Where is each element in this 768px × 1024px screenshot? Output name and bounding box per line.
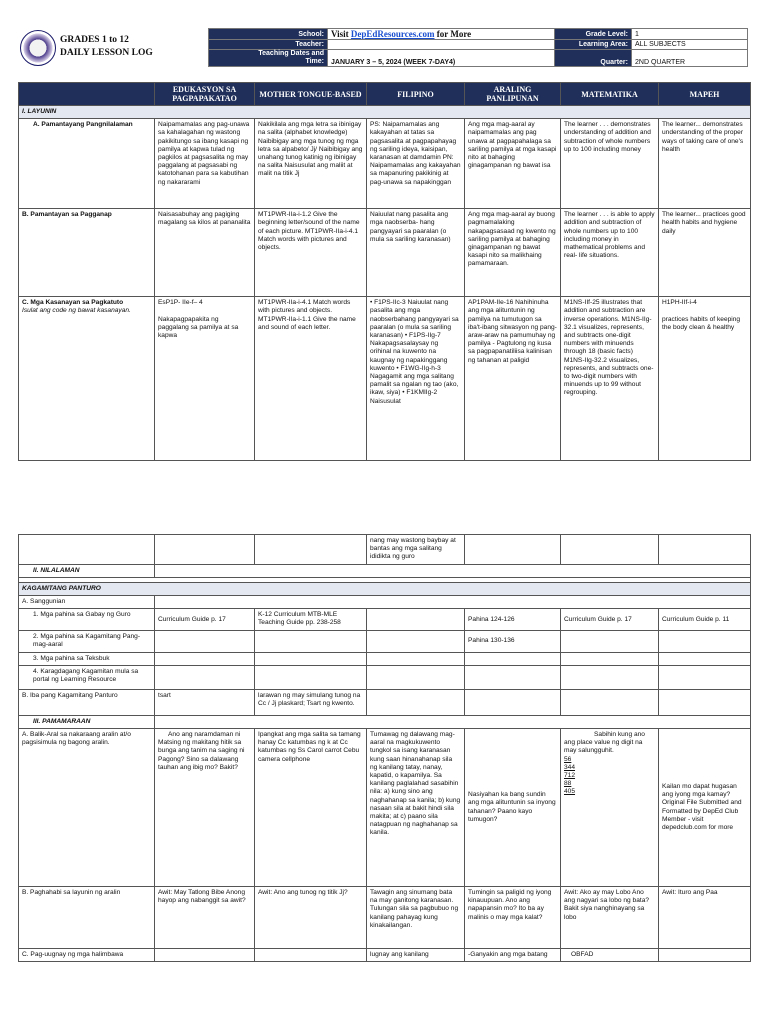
cell-a-mtb: Nakikilala ang mga letra sa ibinigay na salita (alphabet knowledge) Naibibigay ang mga tunog ng mga letra sa alpabeto/ Jj/ Naibibigay ang unahang tunog katinig ng ibinigay na salita Naisusulat ang maliit at malit na titik Jj	[255, 119, 367, 209]
section-pamamaraan: III. PAMAMARAAN	[19, 715, 155, 728]
pag-uugnay-math: OBFAD	[561, 949, 659, 962]
iba-ap	[465, 689, 561, 715]
ref-lr-label: 4. Karagdagang Kagamitan mula sa portal ng Learning Resource	[19, 665, 155, 689]
empty-cell	[465, 652, 561, 665]
title-line-1: GRADES 1 to 12	[60, 35, 129, 45]
ref-gabay-filipino	[367, 609, 465, 631]
col-header-ap: ARALING PANLIPUNAN	[465, 83, 561, 106]
cell-c-mapeh: H1PH-IIf-i-4 practices habits of keeping the body clean & healthy	[659, 297, 751, 461]
balik-aral-esp: Ano ang naramdaman ni Matsing ng makitang hitik sa bunga ang tanim na saging ni Pagong? Sino sa dalawang tauhan ang ibig mo? Bakit?	[155, 729, 255, 887]
cont-label	[19, 535, 155, 565]
ref-gabay-mtb: K-12 Curriculum MTB-MLE Teaching Guide pp. 238-258	[255, 609, 367, 631]
cell-c-math: M1NS-IIf-25 illustrates that addition and subtraction are inverse operations. M1NS-IIg-32.1 visualizes, represents, and subtracts one-digit numbers with minuends through 18 (basic facts) M1NS-IIg-32.2 visualizes, represents, and subtracts one- to two-digit numbers with minuends up to 99 without regrouping.	[561, 297, 659, 461]
iba-filipino	[367, 689, 465, 715]
ref-kagamitan-mtb	[255, 631, 367, 652]
ref-kagamitan-label: 2. Mga pahina sa Kagamitang Pang-mag-aaral	[19, 631, 155, 652]
cont-esp	[155, 535, 255, 565]
empty-cell	[659, 652, 751, 665]
ref-gabay-mapeh: Curriculum Guide p. 11	[659, 609, 751, 631]
balik-aral-filipino: Tumawag ng dalawang mag-aaral na magkukuwento tungkol sa isang karanasan kung saan hinanahanap sila ng kanilang tatay, nanay, kapatid, o kapamilya. Sa kanilang paglalahad sasabihin nila: a) kung sino ang naghahanap sa kanila; b) kung nasaan sila at bakit hindi sila makita; at c) paano sila natagpuan ng naghahanap sa kanila.	[367, 729, 465, 887]
cell-a-math: The learner . . . demonstrates understanding of addition and subtraction of whole numbers up to 100 including money	[561, 119, 659, 209]
content-procedure-table	[18, 534, 751, 962]
col-header-filipino: FILIPINO	[367, 83, 465, 106]
grade-label: Grade Level:	[555, 29, 632, 40]
cell-b-mapeh: The learner... practices good health habits and hygiene daily	[659, 209, 751, 297]
cont-math	[561, 535, 659, 565]
cont-mapeh	[659, 535, 751, 565]
pag-uugnay-mtb	[255, 949, 367, 962]
sanggunian-label: A. Sanggunian	[19, 596, 155, 609]
sanggunian-value	[155, 596, 751, 609]
balik-aral-label: A. Balik-Aral sa nakaraang aralin at/o pagsisimula ng bagong aralin.	[19, 729, 155, 887]
dates-label	[209, 50, 328, 67]
balik-aral-mtb: Ipangkat ang mga salita sa tamang hanay Cc katumbas ng k at Cc katumbas ng Ss Carol carrot Cebu camera cellphone	[255, 729, 367, 887]
row-label-pamantayang-pangnilalaman: A. Pamantayang Pangnilalaman	[19, 119, 155, 209]
cell-c-mtb: MT1PWR-IIa-i-4.1 Match words with pictures and objects. MT1PWR-IIa-i-1.1 Give the name and sound of each letter.	[255, 297, 367, 461]
ref-kagamitan-math	[561, 631, 659, 652]
row-label-kasanayan	[19, 297, 155, 461]
math-item: 56	[564, 755, 572, 763]
ref-teksbuk-label: 3. Mga pahina sa Teksbuk	[19, 652, 155, 665]
school-prefix: Visit	[331, 29, 351, 39]
teacher-label: Teacher:	[209, 40, 328, 50]
time-label-line: Time:	[305, 58, 324, 65]
pag-uugnay-ap: -Ganyakin ang mga batang	[465, 949, 561, 962]
cell-b-mtb: MT1PWR-IIa-i-1.2 Give the beginning letter/sound of the name of each picture. MT1PWR-IIa-i-4.1 Match words with pictures and objects.	[255, 209, 367, 297]
balik-aral-math	[561, 729, 659, 887]
cell-b-esp: Naisasabuhay ang pagiging magalang sa kilos at pananalita	[155, 209, 255, 297]
empty-cell	[561, 652, 659, 665]
math-item: 88	[564, 780, 572, 788]
title-line-2: DAILY LESSON LOG	[60, 48, 153, 58]
dates-value: JANUARY 3 – 5, 2024 (WEEK 7-DAY4)	[328, 50, 555, 67]
balik-aral-ap: Nasiyahan ka bang sundin ang mga alituntunin sa inyong tahanan? Paano kayo tumugon?	[465, 729, 561, 887]
iba-mapeh	[659, 689, 751, 715]
ref-kagamitan-esp	[155, 631, 255, 652]
paghahabi-esp: Awit: May Tatlong Bibe Anong hayop ang nabanggit sa awit?	[155, 887, 255, 949]
cell-c-esp: EsP1P- IIe-f– 4 Nakapagpapakita ng paggalang sa pamilya at sa kapwa	[155, 297, 255, 461]
math-item: 712	[564, 772, 576, 780]
empty-cell	[367, 652, 465, 665]
cell-a-filipino: PS: Naipamamalas ang kakayahan at tatas sa pagsasalita at pagpapahayag ng sariling ideya, kaisipan, karanasan at damdamin PN: Naipamamalas ang kakayahan sa mapanuring pakikinig at pag-unawa sa napakinggan	[367, 119, 465, 209]
empty-cell	[659, 665, 751, 689]
grade-value: 1	[632, 29, 748, 40]
col-header-esp: EDUKASYON SA PAGPAPAKATAO	[155, 83, 255, 106]
ref-gabay-math: Curriculum Guide p. 17	[561, 609, 659, 631]
cont-ap	[465, 535, 561, 565]
ref-kagamitan-filipino	[367, 631, 465, 652]
kasanayan-title: C. Mga Kasanayan sa Pagkatuto	[22, 299, 124, 307]
cell-b-ap: Ang mga mag-aaral ay buong pagmamalaking nakapagsasaad ng kwento ng sariling pamilya at bahaging ginagampanan ng bawat kasapi nito sa malikhaing pamamaraan.	[465, 209, 561, 297]
empty-cell	[465, 665, 561, 689]
pag-uugnay-mapeh	[659, 949, 751, 962]
quarter-value: 2ND QUARTER	[632, 50, 748, 67]
cell-a-esp: Naipamamalas ang pag-unawa sa kahalagahan ng wastong pakikitungo sa ibang kasapi ng pamilya at kapwa tulad ng pagkilos at pagsasalita ng may paggalang at pagsasabi ng katotohanan para sa kabutihan ng nakararami	[155, 119, 255, 209]
col-header-mtb: MOTHER TONGUE-BASED	[255, 83, 367, 106]
pamamaraan-value	[155, 715, 751, 728]
col-header-mapeh: MAPEH	[659, 83, 751, 106]
paghahabi-mapeh: Awit: Ituro ang Paa	[659, 887, 751, 949]
teacher-value	[328, 40, 555, 50]
kasanayan-note: Isulat ang code ng bawat kasanayan.	[22, 307, 131, 315]
section-kagamitan: KAGAMITANG PANTURO	[19, 582, 751, 595]
cell-b-filipino: Naiuulat nang pasalita ang mga naobserba- hang pangyayari sa paaralan (o mula sa sariling karanasan)	[367, 209, 465, 297]
pag-uugnay-esp	[155, 949, 255, 962]
paghahabi-ap: Tumingin sa paligid ng iyong kinauupuan. Ano ang napapansin mo? Ito ba ay malinis o may mga kalat?	[465, 887, 561, 949]
empty-cell	[561, 665, 659, 689]
cont-mtb	[255, 535, 367, 565]
cont-filipino: nang may wastong baybay at bantas ang mga salitang ididikta ng guro	[367, 535, 465, 565]
empty-cell	[155, 665, 255, 689]
objectives-table	[18, 82, 751, 461]
empty-cell	[255, 652, 367, 665]
cell-a-mapeh: The learner... demonstrates understanding of the proper ways of taking care of one's health	[659, 119, 751, 209]
ref-kagamitan-ap: Pahina 130-136	[465, 631, 561, 652]
math-instruction: Sabihin kung ano ang place value ng digit na may salungguhit.	[564, 731, 645, 755]
iba-esp: tsart	[155, 689, 255, 715]
ref-gabay-ap: Pahina 124-126	[465, 609, 561, 631]
paghahabi-math: Awit: Ako ay may Lobo Ano ang nagyari sa lobo ng bata? Bakit siya nanghinayang sa lobo	[561, 887, 659, 949]
balik-aral-mapeh: Kailan mo dapat hugasan ang iyong mga kamay? Original File Submitted and Formatted by DepEd Club Member - visit depedclub.com for more	[659, 729, 751, 887]
iba-mtb: larawan ng may simulang tunog na Cc / Jj plaskard; Tsart ng kwento.	[255, 689, 367, 715]
area-label: Learning Area:	[555, 40, 632, 50]
document-title	[60, 34, 153, 60]
quarter-label: Quarter:	[555, 50, 632, 67]
cell-c-ap: AP1PAM-IIe-16 Nahihinuha ang mga alituntunin ng pamilya na tumutugon sa iba't-ibang sitwasyon ng pang-araw-araw na pamumuhay ng pamilya - Pagtulong ng kusa sa pagpapanatiliisa kalinisan ng tahanan at paligid	[465, 297, 561, 461]
cell-b-math: The learner . . . is able to apply addition and subtraction of whole numbers up to 100 including money in mathematical problems and real- life situations.	[561, 209, 659, 297]
header-meta-table	[208, 28, 748, 67]
ref-kagamitan-mapeh	[659, 631, 751, 652]
school-value	[328, 29, 555, 40]
section-nilalaman: II. NILALAMAN	[19, 564, 155, 577]
school-label: School:	[209, 29, 328, 40]
pag-uugnay-filipino: lugnay ang kanilang	[367, 949, 465, 962]
row-label-pamantayan-sa-pagganap: B. Pamantayan sa Pagganap	[19, 209, 155, 297]
iba-pang-kagamitan-label: B. Iba pang Kagamitang Panturo	[19, 689, 155, 715]
col-header-math: MATEMATIKA	[561, 83, 659, 106]
area-value: ALL SUBJECTS	[632, 40, 748, 50]
dates-label-line: Teaching Dates and	[258, 50, 324, 57]
corner-cell	[19, 83, 155, 106]
cell-c-filipino: • F1PS-IIc-3 Naiuulat nang pasalita ang mga naobserbahang pangyayari sa paaralan (o mula sa sariling karanasan) • F1PS-IIg-7 Nakapagsasalaysay ng orihinal na kuwento na kaugnay ng napakinggang kuwento • F1WG-IIg-h-3 Nagagamit ang mga salitang pamalit sa ngalan ng tao (ako, ikaw, siya) • F1KMIIg-2 Naisusulat	[367, 297, 465, 461]
iba-math	[561, 689, 659, 715]
pag-uugnay-label: C. Pag-uugnay ng mga halimbawa	[19, 949, 155, 962]
header	[18, 28, 750, 70]
empty-cell	[155, 652, 255, 665]
school-link[interactable]: DepEdResources.com	[350, 29, 435, 39]
ref-gabay-esp: Curriculum Guide p. 17	[155, 609, 255, 631]
section-layunin: I. LAYUNIN	[19, 106, 751, 119]
paghahabi-mtb: Awit: Ano ang tunog ng titik Jj?	[255, 887, 367, 949]
empty-cell	[367, 665, 465, 689]
math-item: 405	[564, 788, 576, 796]
ref-gabay-label: 1. Mga pahina sa Gabay ng Guro	[19, 609, 155, 631]
empty-cell	[255, 665, 367, 689]
paghahabi-label: B. Paghahabi sa layunin ng aralin	[19, 887, 155, 949]
nilalaman-value	[155, 564, 751, 577]
school-suffix: for More	[434, 29, 472, 39]
math-item: 344	[564, 763, 576, 771]
deped-seal-icon	[20, 30, 56, 66]
paghahabi-filipino: Tawagin ang sinumang bata na may ganitong karanasan. Tulungan sila sa pagbubuo ng kanilang pahayag kung kinakailangan.	[367, 887, 465, 949]
cell-a-ap: Ang mga mag-aaral ay naipamamalas ang pag unawa at pagpapahalaga sa sariling pamilya at mga kasapi nito at bahaging ginagampanan ng bawat isa	[465, 119, 561, 209]
